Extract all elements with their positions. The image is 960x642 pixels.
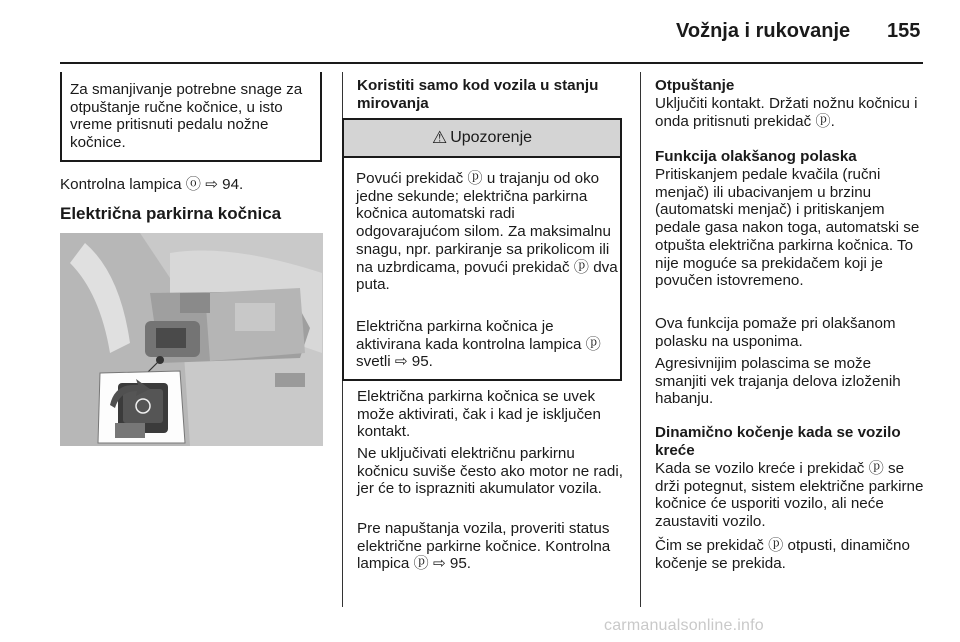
warning-text-1: Povući prekidač ⓟ u trajanju od oko jedne sekunde; električna parkirna kočnica automatski radi odgovarajućom silom. Za maksimalnu snagu, npr. parkiranje sa prikolicom ili na uzbrdicama, povući prekidač ⓟ dva puta.: [356, 170, 618, 294]
drive-away-text: Pritiskanjem pedale kvačila (ručni menjač) ili ubacivanjem u brzinu (automatski menjač) i pritiskanjem pedale gasa nakon toga, automatski se otpušta električna parkirna kočnica. To nije moguće sa prekidačem koji je povučen istovremeno.: [655, 166, 920, 290]
dynamic-braking-text: Kada se vozilo kreće i prekidač ⓟ se drži potegnut, sistem električne parkirne kočnice će usporiti vozilo, ali neće zaustaviti vozilo.: [655, 460, 924, 531]
note-box: [60, 72, 322, 162]
page-number: 155: [887, 20, 921, 42]
wear-text: Agresivnijim polascima se može smanjiti vek trajanja delova izloženih habanju.: [655, 355, 901, 408]
usage-subheading: Koristiti samo kod vozila u stanju mirovanja: [357, 77, 599, 112]
note-text: Za smanjivanje potrebne snage za otpuštanje ručne kočnice, u isto vreme pritisnuti pedalu nožne kočnice.: [70, 81, 303, 152]
warning-icon: ⚠: [431, 128, 448, 147]
warning-text-2: Električna parkirna kočnica je aktivirana kada kontrolna lampica ⓟ svetli ⇨ 95.: [356, 318, 601, 371]
parking-brake-illustration: [60, 233, 323, 446]
dynamic-braking-release-text: Čim se prekidač ⓟ otpusti, dinamično kočenje se prekida.: [655, 537, 910, 572]
dynamic-braking-heading: Dinamično kočenje kada se vozilo kreće: [655, 424, 901, 459]
release-heading: Otpuštanje: [655, 77, 735, 94]
hill-start-text: Ova funkcija pomaže pri olakšanom polasku na usponima.: [655, 315, 896, 350]
warning-header: [344, 120, 620, 158]
column-divider-2: [640, 72, 641, 607]
lamp-reference: Kontrolna lampica ⓞ ⇨ 94.: [60, 176, 244, 193]
drive-away-heading: Funkcija olakšanog polaska: [655, 148, 857, 165]
body-text-1: Električna parkirna kočnica se uvek može aktivirati, čak i kad je isključen kontakt.: [357, 388, 601, 441]
body-text-2: Ne uključivati električnu parkirnu kočnicu suviše često ako motor ne radi, jer će to isprazniti akumulator vozila.: [357, 445, 623, 498]
warning-box: [342, 118, 622, 381]
header-divider: [60, 62, 923, 64]
warning-title: Upozorenje: [450, 129, 533, 146]
release-text: Uključiti kontakt. Držati nožnu kočnicu i onda pritisnuti prekidač ⓟ.: [655, 95, 918, 130]
section-heading: Električna parkirna kočnica: [60, 204, 282, 223]
watermark: carmanualsonline.info: [604, 617, 764, 634]
body-text-3: Pre napuštanja vozila, proveriti status električne parkirne kočnice. Kontrolna lampica ⓟ ⇨ 95.: [357, 520, 611, 573]
page-title: Vožnja i rukovanje: [676, 20, 851, 42]
